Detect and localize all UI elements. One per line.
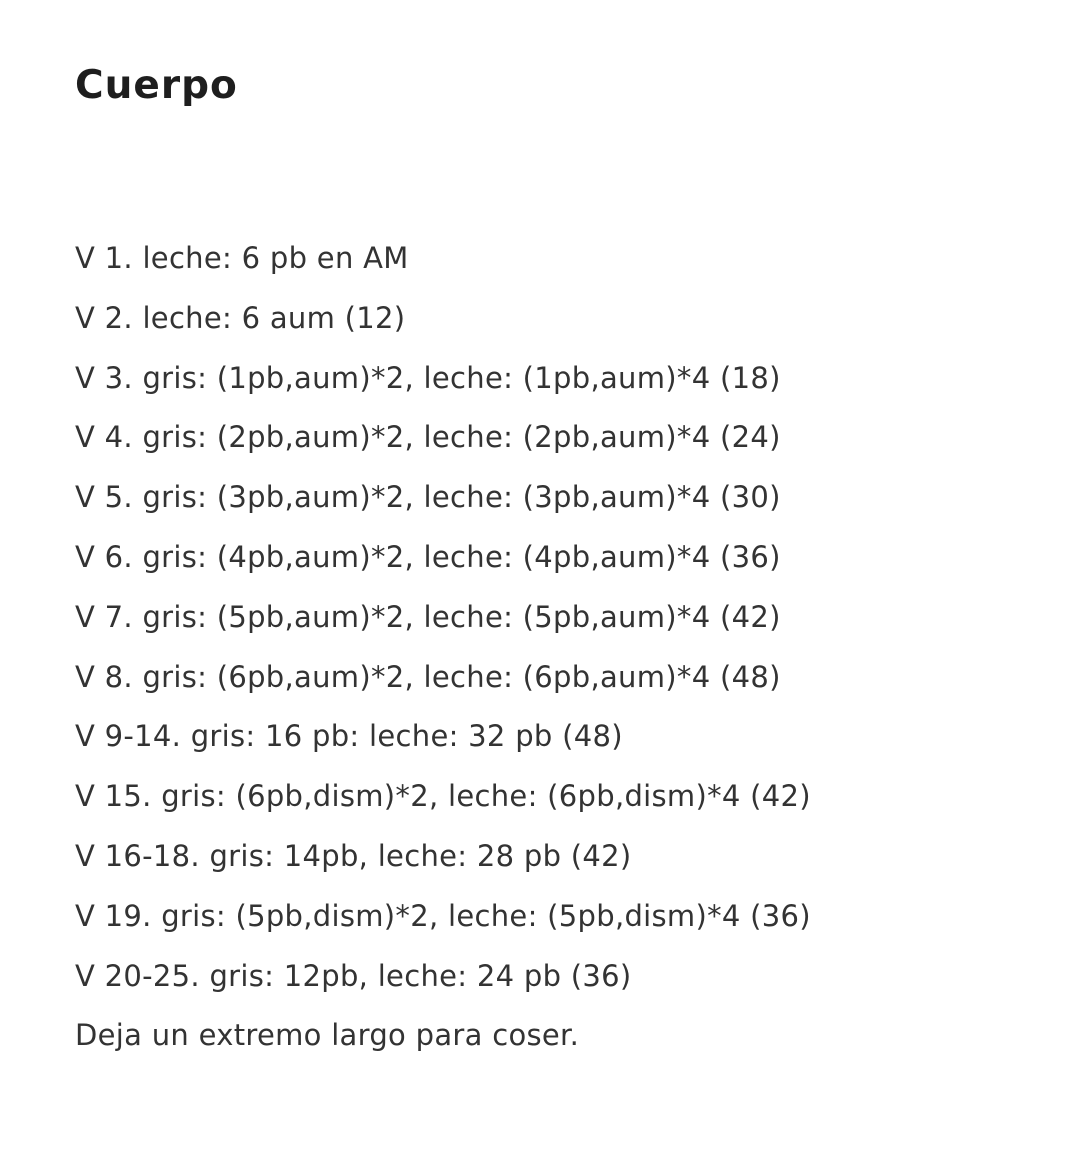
pattern-row-20-25: V 20-25. gris: 12pb, leche: 24 pb (36) <box>75 958 632 993</box>
pattern-row-8: V 8. gris: (6pb,aum)*2, leche: (6pb,aum)*4 (48) <box>75 659 781 694</box>
pattern-row-6: V 6. gris: (4pb,aum)*2, leche: (4pb,aum)*4 (36) <box>75 539 781 574</box>
pattern-row-3: V 3. gris: (1pb,aum)*2, leche: (1pb,aum)*4 (18) <box>75 360 781 395</box>
pattern-row-19: V 19. gris: (5pb,dism)*2, leche: (5pb,dism)*4 (36) <box>75 898 811 933</box>
pattern-rows-list <box>75 229 811 1066</box>
section-title: Cuerpo <box>75 63 238 108</box>
pattern-row-4: V 4. gris: (2pb,aum)*2, leche: (2pb,aum)*4 (24) <box>75 420 781 455</box>
pattern-row-1: V 1. leche: 6 pb en AM <box>75 241 409 275</box>
pattern-row-5: V 5. gris: (3pb,aum)*2, leche: (3pb,aum)*4 (30) <box>75 480 781 515</box>
pattern-row-7: V 7. gris: (5pb,aum)*2, leche: (5pb,aum)*4 (42) <box>75 599 781 634</box>
pattern-row-9-14: V 9-14. gris: 16 pb: leche: 32 pb (48) <box>75 719 623 754</box>
pattern-row-15: V 15. gris: (6pb,dism)*2, leche: (6pb,dism)*4 (42) <box>75 779 811 814</box>
finishing-note: Deja un extremo largo para coser. <box>75 1018 580 1053</box>
pattern-row-2: V 2. leche: 6 aum (12) <box>75 300 406 335</box>
pattern-row-16-18: V 16-18. gris: 14pb, leche: 28 pb (42) <box>75 838 632 873</box>
